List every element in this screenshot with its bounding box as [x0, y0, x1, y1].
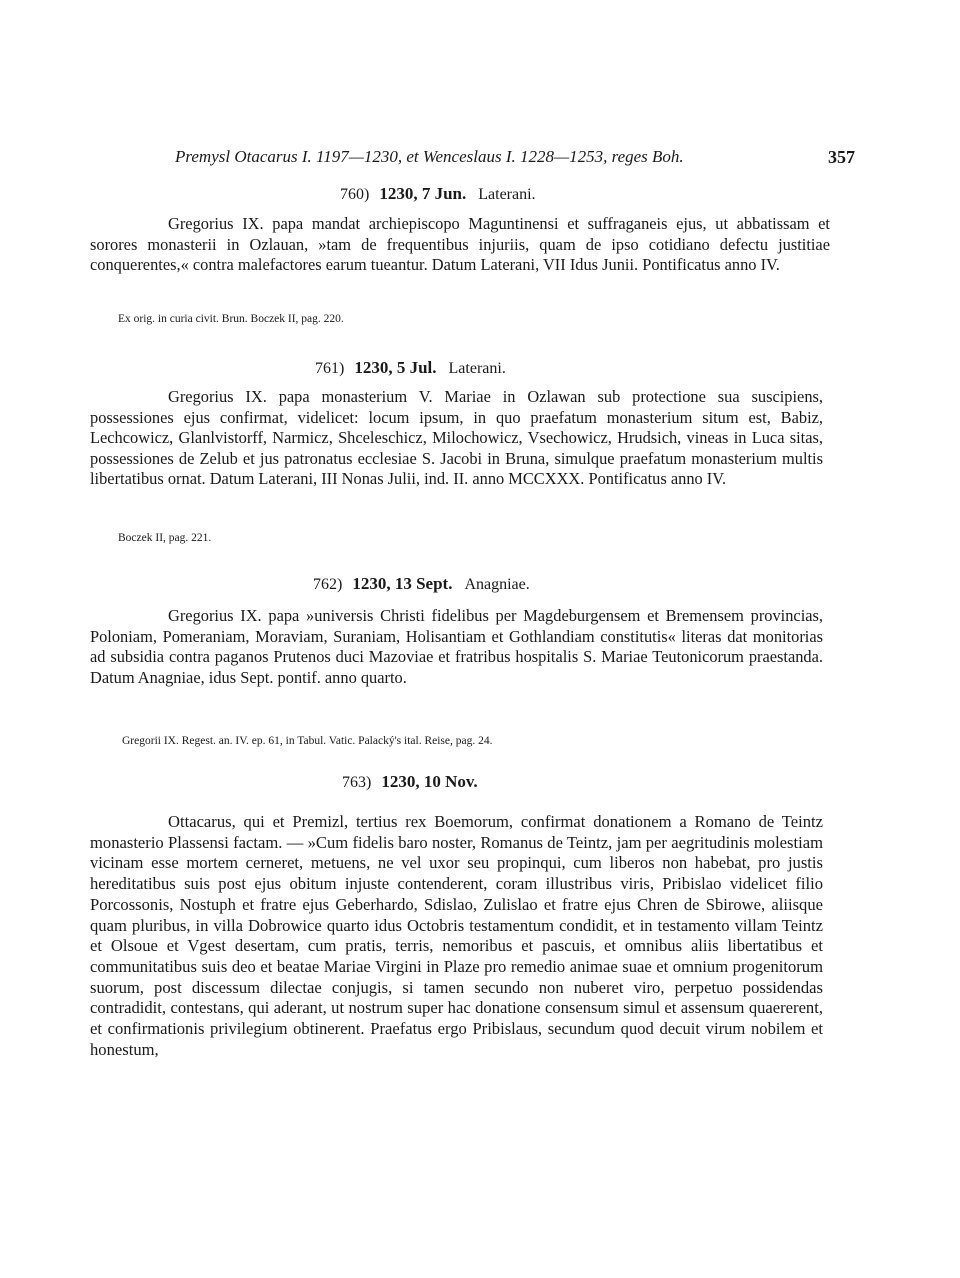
- entry-heading: [315, 358, 506, 379]
- entry-number: 763): [342, 774, 372, 791]
- entry-text: Gregorius IX. papa mandat archiepiscopo Maguntinensi et suffraganeis ejus, ut abbatissam et sorores monasterii in Ozlauan, »tam de frequentibus injuriis, quam de ipso cotidiano defectu justitiae conquerentes,« contra malefactores earum tueantur. Datum Laterani, VII Idus Junii. Pontificatus anno IV.: [90, 214, 830, 275]
- entry-source: Boczek II, pag. 221.: [118, 532, 212, 544]
- entry-date: 1230, 7 Jun.: [379, 184, 467, 203]
- running-title: Premysl Otacarus I. 1197—1230, et Wenceslaus I. 1228—1253, reges Boh.: [175, 147, 684, 166]
- entry-heading: [340, 184, 536, 205]
- entry-heading: [342, 772, 478, 793]
- entry-text: Gregorius IX. papa »universis Christi fidelibus per Magdeburgensem et Bremensem provincias, Poloniam, Pomeraniam, Moraviam, Suraniam, Holisantiam et Gothlandiam constitutis« literas dat monitorias ad subsidia contra paganos Prutenos duci Mazoviae et fratribus hospitalis S. Mariae Teutonicorum praestanda. Datum Anagniae, idus Sept. pontif. anno quarto.: [90, 606, 823, 687]
- entry-number: 762): [313, 576, 343, 593]
- entry-source: Gregorii IX. Regest. an. IV. ep. 61, in Tabul. Vatic. Palacký's ital. Reise, pag. 24.: [122, 735, 493, 747]
- entry-place: Laterani.: [448, 360, 506, 377]
- page-number: 357: [828, 147, 855, 167]
- entry-date: 1230, 5 Jul.: [354, 358, 437, 377]
- entry-number: 760): [340, 186, 370, 203]
- entry-place: Anagniae.: [464, 576, 530, 593]
- entry-date: 1230, 10 Nov.: [381, 772, 478, 791]
- running-header: [175, 146, 855, 168]
- entry-heading: [313, 574, 530, 595]
- entry-date: 1230, 13 Sept.: [352, 574, 453, 593]
- entry-place: Laterani.: [478, 186, 536, 203]
- entry-source: Ex orig. in curia civit. Brun. Boczek II, pag. 220.: [118, 313, 344, 325]
- entry-text: Ottacarus, qui et Premizl, tertius rex Boemorum, confirmat donationem a Romano de Teintz monasterio Plassensi factam. — »Cum fidelis baro noster, Romanus de Teintz, jam per aegritudinis molestiam vicinam esse mortem cerneret, metuens, ne vel uxor seu propinqui, cum liberos non habebat, pro justis hereditatibus suis post ejus obitum injuste contenderent, coram illustribus viris, Pribislao videlicet filio Porcossonis, Nostuph et fratre ejus Geberhardo, Sdislao, Zulislao et fratre ejus Chren de Sbirowe, aliisque quam pluribus, in villa Dobrowice quarto idus Octobris testamentum condidit, et in testamento villam Teintz et Olsoue et Vgest desertam, cum pratis, terris, nemoribus et pascuis, et omnibus aliis libertatibus et communitatibus suis deo et beatae Mariae Virgini in Plaze pro remedio animae suae et omnium progenitorum suorum, post discessum dilectae conjugis, si tamen secundo non nuberet viro, perpetuo possidendas contradidit, contestans, qui aderant, ut nostrum super hac donatione consensum simul et assensum quaererent, et confirmationis privilegium obtinerent. Praefatus ergo Pribislaus, secundum quod decuit virum nobilem et honestum,: [90, 812, 823, 1059]
- entry-text: Gregorius IX. papa monasterium V. Mariae in Ozlawan sub protectione sua suscipiens, possessiones ejus confirmat, videlicet: locum ipsum, in quo praefatum monasterium situm est, Babiz, Lechcowicz, Glanlvistorff, Narmicz, Shceleschicz, Milochowicz, Vsechowicz, Hrudsich, vineas in Luca sitas, possessiones de Zelub et jus patronatus ecclesiae S. Jacobi in Bruna, simulque praefatum monasterium multis libertatibus ornat. Datum Laterani, III Nonas Julii, ind. II. anno MCCXXX. Pontificatus anno IV.: [90, 387, 823, 489]
- entry-number: 761): [315, 360, 345, 377]
